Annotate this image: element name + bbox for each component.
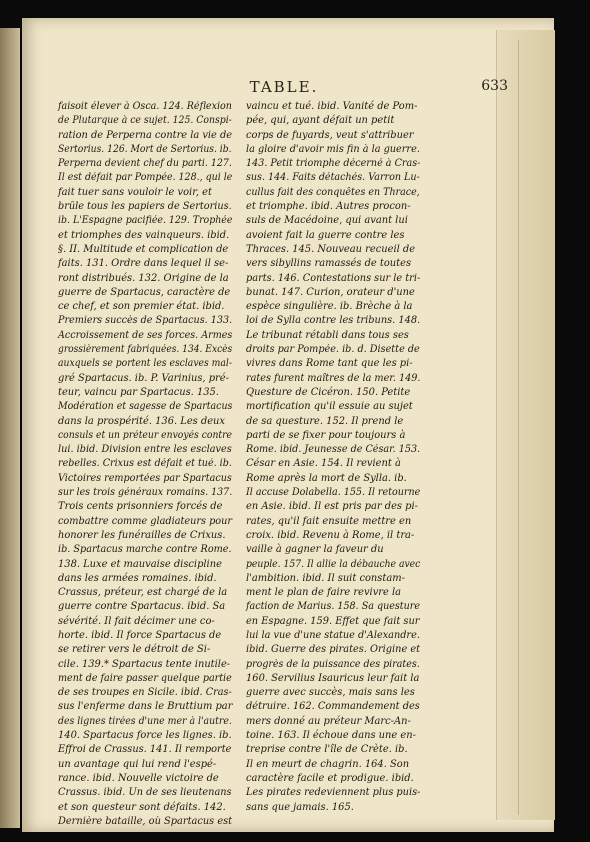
text-line: ration de Perperna contre la vie de bbox=[58, 129, 233, 141]
text-line: lui la vue d'une statue d'Alexandre. bbox=[246, 629, 420, 641]
text-line: de ses troupes en Sicile. ibid. Cras- bbox=[58, 687, 232, 699]
text-line: toine. 163. Il échoue dans une en- bbox=[246, 730, 416, 742]
text-line: Accroissement de ses forces. Armes bbox=[58, 329, 233, 341]
text-line: sévérité. Il fait décimer une co- bbox=[58, 615, 215, 627]
text-line: parti de se fixer pour toujours à bbox=[246, 429, 406, 441]
text-line: faits. 131. Ordre dans lequel il se- bbox=[58, 258, 229, 270]
text-line: se retirer vers le détroit de Si- bbox=[58, 644, 211, 656]
text-line: détruire. 162. Commandement des bbox=[246, 701, 420, 713]
text-line: ib. Spartacus marche contre Rome. bbox=[58, 544, 232, 556]
text-line: sus l'enferme dans le Bruttium par bbox=[58, 701, 233, 713]
text-line: Effroi de Crassus. 141. Il remporte bbox=[58, 744, 232, 756]
text-line: Il est défait par Pompée. 128., qui le bbox=[58, 172, 233, 184]
text-line: Crassus. ibid. Un de ses lieutenans bbox=[58, 787, 232, 799]
text-line: progrès de la puissance des pirates. bbox=[246, 658, 420, 670]
text-line: fait tuer sans vouloir le voir, et bbox=[58, 186, 212, 198]
text-line: §. II. Multitude et complication de bbox=[58, 243, 229, 255]
text-line: bunat. 147. Curion, orateur d'une bbox=[246, 286, 415, 298]
text-line: loi de Sylla contre les tribuns. 148. bbox=[246, 315, 421, 327]
text-line: ment le plan de faire revivre la bbox=[246, 587, 402, 599]
text-line: en Asie. ibid. Il est pris par des pi- bbox=[246, 501, 418, 513]
text-line: Premiers succès de Spartacus. 133. bbox=[58, 315, 233, 327]
text-line: Crassus, préteur, est chargé de la bbox=[58, 587, 228, 599]
text-line: dans les armées romaines. ibid. bbox=[58, 572, 217, 584]
text-line: guerre avec succès, mais sans les bbox=[246, 687, 415, 699]
text-line: gré Spartacus. ib. P. Varinius, pré- bbox=[58, 372, 229, 384]
text-line: Questure de Cicéron. 150. Petite bbox=[246, 386, 411, 398]
text-line: Trois cents prisonniers forcés de bbox=[58, 501, 223, 513]
text-line: un avantage qui lui rend l'espé- bbox=[58, 758, 217, 770]
text-line: teur, vaincu par Spartacus. 135. bbox=[58, 386, 219, 398]
text-line: Thraces. 145. Nouveau recueil de bbox=[246, 243, 416, 255]
text-line: consuls et un préteur envoyés contre bbox=[58, 429, 232, 441]
text-line: sans que jamais. 165. bbox=[246, 801, 354, 813]
text-line: et triomphe. ibid. Autres procon- bbox=[246, 201, 411, 213]
text-line: des lignes tirées d'une mer à l'autre. bbox=[58, 715, 232, 727]
text-line: Rome. ibid. Jeunesse de César. 153. bbox=[246, 444, 421, 456]
text-line: dans la prospérité. 136. Les deux bbox=[58, 415, 225, 427]
text-line: mortification qu'il essuie au sujet bbox=[246, 401, 413, 413]
text-line: guerre contre Spartacus. ibid. Sa bbox=[58, 601, 226, 613]
text-line: rates, qu'il fait ensuite mettre en bbox=[246, 515, 412, 527]
right-text-column bbox=[246, 100, 420, 815]
text-line: ront distribués. 132. Origine de la bbox=[58, 272, 229, 284]
text-line: César en Asie. 154. Il revient à bbox=[246, 458, 401, 470]
text-line: horte. ibid. Il force Spartacus de bbox=[58, 629, 222, 641]
text-line: corps de fuyards, veut s'attribuer bbox=[246, 129, 414, 141]
left-text-column bbox=[58, 100, 232, 829]
text-line: pée, qui, ayant défait un petit bbox=[246, 115, 395, 127]
page-header bbox=[60, 78, 508, 100]
text-line: droits par Pompée. ib. d. Disette de bbox=[246, 344, 420, 356]
left-page-edge bbox=[0, 28, 20, 828]
text-line: Dernière bataille, où Spartacus est bbox=[58, 815, 233, 827]
text-line: Il accuse Dolabella. 155. Il retourne bbox=[246, 487, 421, 499]
text-line: vaincu et tué. ibid. Vanité de Pom- bbox=[246, 101, 418, 112]
text-line: parts. 146. Contestations sur le tri- bbox=[246, 272, 421, 284]
text-line: faisoit élever à Osca. 124. Réflexion bbox=[58, 101, 232, 112]
text-line: 140. Spartacus force les lignes. ib. bbox=[58, 730, 232, 742]
text-line: la gloire d'avoir mis fin à la guerre. bbox=[246, 143, 420, 155]
text-line: Rome après la mort de Sylla. ib. bbox=[246, 472, 407, 484]
text-line: ce chef, et son premier état. ibid. bbox=[58, 301, 225, 313]
text-line: 160. Servilius Isauricus leur fait la bbox=[246, 672, 420, 684]
text-line: rates furent maîtres de la mer. 149. bbox=[246, 372, 421, 384]
text-line: brûle tous les papiers de Sertorius. bbox=[58, 201, 232, 213]
page-title: TABLE. bbox=[249, 78, 319, 96]
text-line: treprise contre l'île de Crète. ib. bbox=[246, 744, 408, 756]
text-line: et triomphes des vainqueurs. ibid. bbox=[58, 229, 230, 241]
text-line: lui. ibid. Division entre les esclaves bbox=[58, 444, 232, 456]
text-line: de sa questure. 152. Il prend le bbox=[246, 415, 404, 427]
text-line: honorer les funérailles de Crixus. bbox=[58, 529, 226, 541]
text-line: peuple. 157. Il allie la débauche avec bbox=[246, 558, 421, 570]
text-line: en Espagne. 159. Effet que fait sur bbox=[246, 615, 420, 627]
text-line: vivres dans Rome tant que les pi- bbox=[246, 358, 413, 370]
text-line: grossièrement fabriquées. 134. Excès bbox=[58, 344, 233, 356]
text-line: combattre comme gladiateurs pour bbox=[58, 515, 233, 527]
text-line: rebelles. Crixus est défait et tué. ib. bbox=[58, 458, 232, 470]
text-line: auxquels se portent les esclaves mal- bbox=[58, 358, 233, 370]
text-line: de Plutarque à ce sujet. 125. Conspi- bbox=[58, 115, 232, 127]
text-line: caractère facile et prodigue. ibid. bbox=[246, 772, 414, 784]
text-line: ment de faire passer quelque partie bbox=[58, 672, 232, 684]
page-number: 633 bbox=[481, 78, 508, 94]
text-line: sus. 144. Faits détachés. Varron Lu- bbox=[246, 172, 420, 184]
text-line: sur les trois généraux romains. 137. bbox=[58, 487, 233, 499]
text-line: Le tribunat rétabli dans tous ses bbox=[246, 329, 409, 341]
text-line: Modération et sagesse de Spartacus bbox=[58, 401, 233, 413]
text-line: ibid. Guerre des pirates. Origine et bbox=[246, 644, 421, 656]
text-line: Les pirates redeviennent plus puis- bbox=[246, 787, 421, 799]
text-line: l'ambition. ibid. Il suit constam- bbox=[246, 572, 405, 584]
text-line: vaille à gagner la faveur du bbox=[246, 544, 384, 556]
text-line: faction de Marius. 158. Sa questure bbox=[246, 601, 420, 613]
text-line: mers donné au préteur Marc-An- bbox=[246, 715, 411, 727]
text-line: Perperna devient chef du parti. 127. bbox=[58, 158, 232, 170]
text-line: avoient fait la guerre contre les bbox=[246, 229, 405, 241]
text-line: cullus fait des conquêtes en Thrace, bbox=[246, 186, 420, 198]
text-line: espèce singulière. ib. Brèche à la bbox=[246, 301, 413, 313]
text-line: 143. Petit triomphe décerné à Cras- bbox=[246, 158, 421, 170]
text-line: croix. ibid. Revenu à Rome, il tra- bbox=[246, 529, 415, 541]
text-line: 138. Luxe et mauvaise discipline bbox=[58, 558, 222, 570]
text-line: Victoires remportées par Spartacus bbox=[58, 472, 232, 484]
page-stack-line bbox=[518, 40, 555, 815]
text-line: rance. ibid. Nouvelle victoire de bbox=[58, 772, 219, 784]
text-line: suls de Macédoine, qui avant lui bbox=[246, 215, 408, 227]
text-line: guerre de Spartacus, caractère de bbox=[58, 286, 231, 298]
text-line: cile. 139.* Spartacus tente inutile- bbox=[58, 658, 231, 670]
text-line: ib. L'Espagne pacifiée. 129. Trophée bbox=[58, 215, 233, 227]
text-line: et son questeur sont défaits. 142. bbox=[58, 801, 226, 813]
text-line: vers sibyllins ramassés de toutes bbox=[246, 258, 412, 270]
text-line: Il en meurt de chagrin. 164. Son bbox=[246, 758, 410, 770]
text-line: Sertorius. 126. Mort de Sertorius. ib. bbox=[58, 143, 232, 155]
